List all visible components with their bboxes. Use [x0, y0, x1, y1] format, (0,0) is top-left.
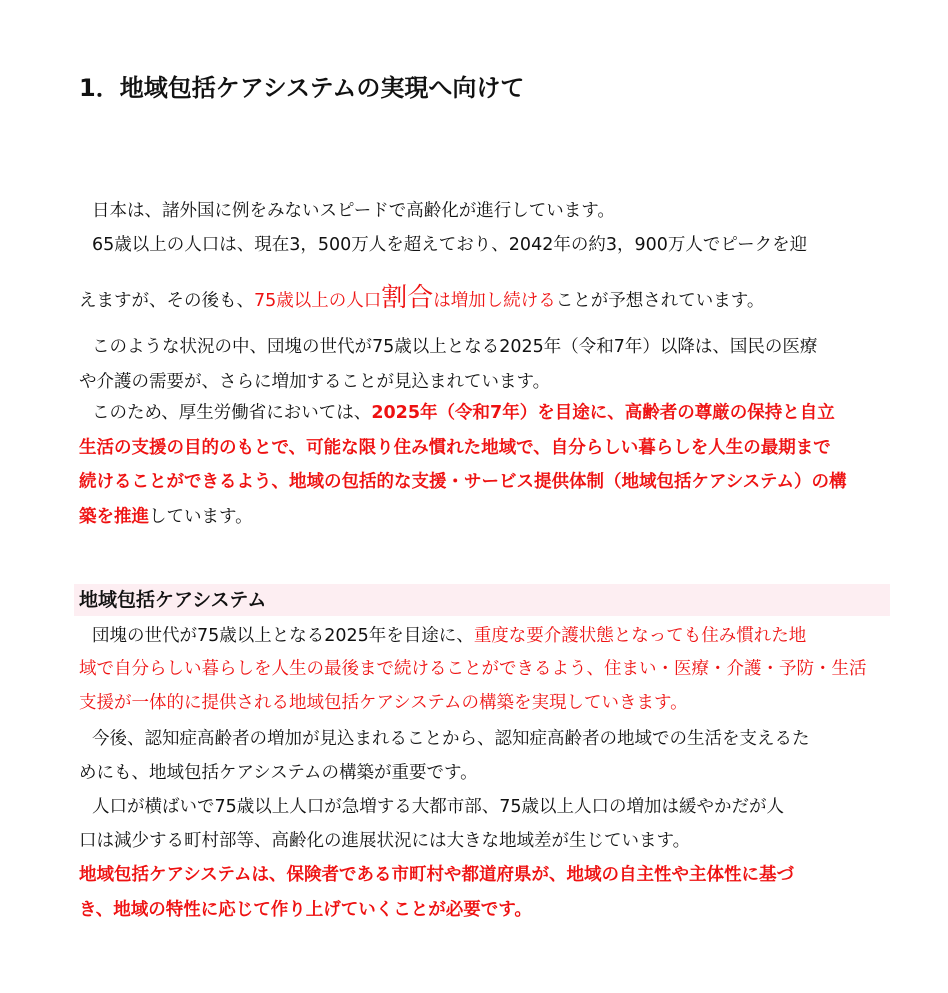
section-line-7: 口は減少する町村部等、高齢化の進展状況には大きな地域差が生じています。	[79, 831, 691, 851]
intro-line-9	[79, 505, 253, 529]
intro-line-6	[92, 401, 835, 425]
section-line-6: 人口が横ばいで75歳以上人口が急増する大都市部、75歳以上人口の増加は緩やかだが人	[92, 797, 785, 817]
intro-line-7: 生活の支援の目的のもとで、可能な限り住み慣れた地域で、自分らしい暮らしを人生の最期まで	[79, 438, 831, 458]
section-line-8: 地域包括ケアシステムは、保険者である市町村や都道府県が、地域の自主性や主体性に基づ	[79, 865, 795, 885]
intro-line-4: このような状況の中、団塊の世代が75歳以上となる2025年（令和7年）以降は、国民の医療	[92, 337, 818, 357]
intro-line-1: 日本は、諸外国に例をみないスピードで高齢化が進行しています。	[92, 201, 615, 221]
section-title: 地域包括ケアシステム	[79, 589, 267, 611]
section-line-1-text: 団塊の世代が75歳以上となる2025年を目途に、	[92, 626, 474, 646]
intro-line-3-text-a: えますが、その後も、	[79, 291, 254, 311]
section-line-4: 今後、認知症高齢者の増加が見込まれることから、認知症高齢者の地域での生活を支えるた	[92, 729, 810, 749]
intro-line-3-emph-b: は増加し続ける	[433, 291, 556, 311]
intro-line-6-emph: 2025年（令和7年）を目途に、高齢者の尊厳の保持と自立	[371, 403, 835, 423]
page-title: 1．地域包括ケアシステムの実現へ向けて	[79, 74, 525, 102]
intro-line-5: や介護の需要が、さらに増加することが見込まれています。	[79, 372, 551, 392]
section-line-3: 支援が一体的に提供される地域包括ケアシステムの構築を実現していきます。	[79, 693, 688, 713]
section-header	[74, 584, 890, 616]
intro-line-6-text: このため、厚生労働省においては、	[92, 403, 372, 423]
section-line-1-emph: 重度な要介護状態となっても住み慣れた地	[473, 626, 807, 646]
section-line-2: 域で自分らしい暮らしを人生の最後まで続けることができるよう、住まい・医療・介護・予防・生活	[79, 659, 867, 679]
section-line-5: めにも、地域包括ケアシステムの構築が重要です。	[79, 763, 478, 783]
intro-line-9-text: しています。	[149, 507, 253, 527]
intro-line-3-emph-large: 割合	[381, 283, 434, 313]
section-line-9: き、地域の特性に応じて作り上げていくことが必要です。	[79, 900, 532, 920]
intro-line-3	[79, 283, 765, 313]
section-line-1	[92, 624, 806, 648]
intro-line-8: 続けることができるよう、地域の包括的な支援・サービス提供体制（地域包括ケアシステム）の構	[79, 472, 847, 492]
intro-line-3-text-b: ことが予想されています。	[555, 291, 765, 311]
intro-line-3-emph-a: 75歳以上の人口	[254, 291, 382, 311]
intro-line-9-emph: 築を推進	[79, 507, 149, 527]
intro-line-2: 65歳以上の人口は、現在3，500万人を超えており、2042年の約3，900万人でピークを迎	[92, 235, 808, 255]
